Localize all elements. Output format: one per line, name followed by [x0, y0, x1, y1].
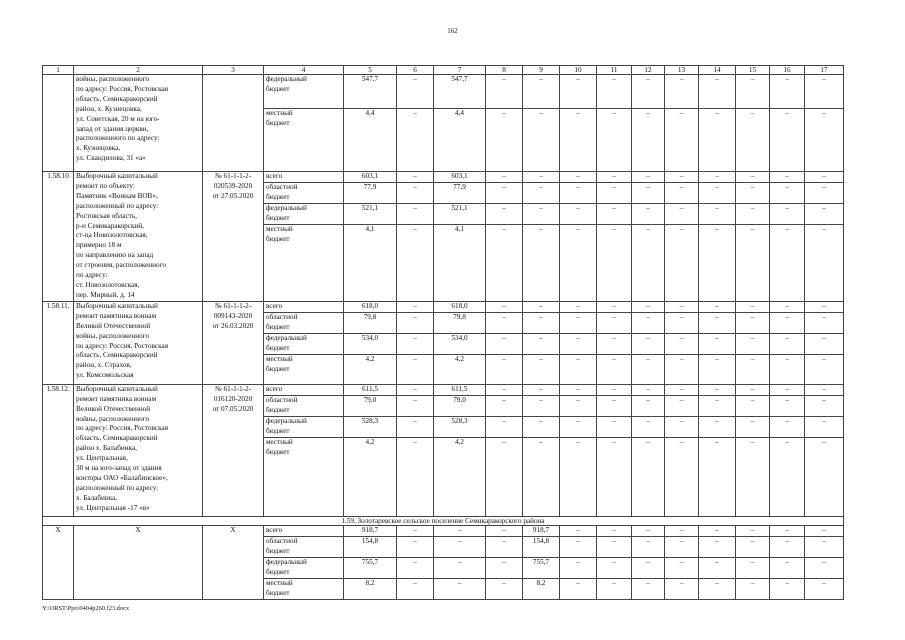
value-v7: 4,2: [434, 354, 486, 384]
value-col-17: –: [805, 312, 844, 333]
value-col-17: –: [805, 416, 844, 437]
value-col-13: –: [665, 203, 699, 224]
value-col-11: –: [597, 75, 632, 109]
value-col-15: –: [736, 354, 770, 384]
value-v7: 528,3: [434, 416, 486, 437]
value-col-14: –: [699, 75, 736, 109]
value-col-12: –: [632, 384, 665, 395]
value-col-12: –: [632, 109, 665, 172]
value-v6: –: [397, 312, 434, 333]
value-col-14: –: [699, 109, 736, 172]
column-number-1: 1: [43, 66, 74, 75]
table-row: [43, 525, 844, 536]
value-v6: –: [397, 182, 434, 203]
value-v5: 918,7: [344, 525, 397, 536]
value-v6: –: [397, 437, 434, 516]
value-col-15: –: [736, 437, 770, 516]
value-col-14: –: [699, 182, 736, 203]
value-col-12: –: [632, 75, 665, 109]
value-col-10: –: [560, 525, 597, 536]
value-col-16: –: [770, 525, 805, 536]
column-number-3: 3: [203, 66, 264, 75]
value-v6: –: [397, 578, 434, 599]
value-v5: 79,8: [344, 312, 397, 333]
value-col-14: –: [699, 354, 736, 384]
value-v7: 4,2: [434, 437, 486, 516]
value-col-15: –: [736, 75, 770, 109]
value-col-11: –: [597, 203, 632, 224]
value-v6: –: [397, 536, 434, 557]
value-v9: 755,7: [523, 557, 560, 578]
value-col-14: –: [699, 224, 736, 301]
funding-source: всего: [264, 172, 344, 183]
value-v9: –: [523, 312, 560, 333]
value-col-17: –: [805, 172, 844, 183]
value-v6: –: [397, 384, 434, 395]
item-number: [43, 75, 74, 172]
value-col-17: –: [805, 354, 844, 384]
value-col-16: –: [770, 354, 805, 384]
column-number-11: 11: [597, 66, 632, 75]
value-v8: –: [486, 312, 523, 333]
value-col-15: –: [736, 557, 770, 578]
value-col-12: –: [632, 182, 665, 203]
value-col-12: –: [632, 536, 665, 557]
value-v8: –: [486, 395, 523, 416]
value-col-10: –: [560, 395, 597, 416]
value-col-13: –: [665, 301, 699, 312]
value-v9: –: [523, 437, 560, 516]
value-col-12: –: [632, 172, 665, 183]
value-v9: –: [523, 395, 560, 416]
value-v7: 4,1: [434, 224, 486, 301]
value-col-12: –: [632, 333, 665, 354]
column-number-13: 13: [665, 66, 699, 75]
value-col-17: –: [805, 395, 844, 416]
value-v5: 79,0: [344, 395, 397, 416]
value-v9: –: [523, 301, 560, 312]
value-col-14: –: [699, 437, 736, 516]
value-col-14: –: [699, 172, 736, 183]
column-number-row: [43, 66, 844, 75]
value-col-12: –: [632, 301, 665, 312]
value-col-16: –: [770, 333, 805, 354]
value-v5: 528,3: [344, 416, 397, 437]
value-v8: –: [486, 75, 523, 109]
value-v6: –: [397, 557, 434, 578]
value-v8: –: [486, 536, 523, 557]
value-col-10: –: [560, 437, 597, 516]
value-col-11: –: [597, 578, 632, 599]
value-v9: –: [523, 333, 560, 354]
value-v8: –: [486, 416, 523, 437]
value-v5: 4,1: [344, 224, 397, 301]
value-col-13: –: [665, 312, 699, 333]
value-col-16: –: [770, 416, 805, 437]
value-v6: –: [397, 75, 434, 109]
value-col-14: –: [699, 312, 736, 333]
column-number-7: 7: [434, 66, 486, 75]
value-v7: 521,1: [434, 203, 486, 224]
value-col-14: –: [699, 416, 736, 437]
value-col-11: –: [597, 525, 632, 536]
value-col-11: –: [597, 395, 632, 416]
column-number-12: 12: [632, 66, 665, 75]
section-placeholder-x: Х: [203, 525, 264, 599]
value-col-11: –: [597, 301, 632, 312]
value-v7: –: [434, 536, 486, 557]
funding-source: местный бюджет: [264, 437, 344, 516]
value-col-16: –: [770, 536, 805, 557]
value-col-15: –: [736, 182, 770, 203]
value-v8: –: [486, 384, 523, 395]
value-col-16: –: [770, 301, 805, 312]
value-col-13: –: [665, 525, 699, 536]
funding-source: областной бюджет: [264, 182, 344, 203]
value-v5: 547,7: [344, 75, 397, 109]
funding-source: федеральный бюджет: [264, 333, 344, 354]
value-col-13: –: [665, 172, 699, 183]
value-v6: –: [397, 416, 434, 437]
funding-source: местный бюджет: [264, 109, 344, 172]
value-col-16: –: [770, 437, 805, 516]
value-col-11: –: [597, 437, 632, 516]
value-col-13: –: [665, 557, 699, 578]
value-v7: 79,8: [434, 312, 486, 333]
value-col-13: –: [665, 395, 699, 416]
funding-source: федеральный бюджет: [264, 75, 344, 109]
value-v7: 534,0: [434, 333, 486, 354]
value-col-15: –: [736, 224, 770, 301]
funding-source: всего: [264, 301, 344, 312]
value-col-10: –: [560, 75, 597, 109]
value-col-14: –: [699, 536, 736, 557]
value-col-14: –: [699, 395, 736, 416]
value-col-10: –: [560, 172, 597, 183]
value-col-11: –: [597, 384, 632, 395]
value-col-15: –: [736, 578, 770, 599]
value-v7: 4,4: [434, 109, 486, 172]
value-v8: –: [486, 224, 523, 301]
column-number-15: 15: [736, 66, 770, 75]
value-v8: –: [486, 354, 523, 384]
value-v7: 603,1: [434, 172, 486, 183]
value-col-15: –: [736, 384, 770, 395]
value-v8: –: [486, 203, 523, 224]
value-col-12: –: [632, 416, 665, 437]
value-col-13: –: [665, 416, 699, 437]
value-v9: –: [523, 203, 560, 224]
table-row: [43, 301, 844, 312]
value-col-10: –: [560, 312, 597, 333]
value-col-11: –: [597, 333, 632, 354]
value-col-10: –: [560, 109, 597, 172]
value-col-16: –: [770, 182, 805, 203]
column-number-2: 2: [74, 66, 203, 75]
value-col-14: –: [699, 384, 736, 395]
value-v5: 521,1: [344, 203, 397, 224]
value-col-16: –: [770, 172, 805, 183]
column-number-8: 8: [486, 66, 523, 75]
value-v5: 618,0: [344, 301, 397, 312]
value-col-13: –: [665, 182, 699, 203]
value-v8: –: [486, 437, 523, 516]
funding-source: областной бюджет: [264, 312, 344, 333]
value-col-15: –: [736, 536, 770, 557]
value-col-12: –: [632, 395, 665, 416]
value-v7: 618,0: [434, 301, 486, 312]
value-col-13: –: [665, 437, 699, 516]
value-v6: –: [397, 354, 434, 384]
value-v9: 918,7: [523, 525, 560, 536]
value-v9: –: [523, 182, 560, 203]
value-v9: –: [523, 172, 560, 183]
funding-source: местный бюджет: [264, 578, 344, 599]
value-col-16: –: [770, 224, 805, 301]
item-document: № 61-1-1-2- 016120-2020 от 07.05.2020: [203, 384, 264, 516]
value-v7: –: [434, 578, 486, 599]
value-col-16: –: [770, 75, 805, 109]
item-document: № 61-1-1-2- 009143-2020 от 26.03.2020: [203, 301, 264, 384]
value-v5: 77,9: [344, 182, 397, 203]
value-v5: 4,4: [344, 109, 397, 172]
value-col-13: –: [665, 354, 699, 384]
value-col-11: –: [597, 224, 632, 301]
value-col-17: –: [805, 437, 844, 516]
value-col-16: –: [770, 395, 805, 416]
value-col-11: –: [597, 354, 632, 384]
value-col-17: –: [805, 525, 844, 536]
table-row: [43, 172, 844, 183]
value-v8: –: [486, 525, 523, 536]
funding-source: федеральный бюджет: [264, 416, 344, 437]
value-v7: 611,5: [434, 384, 486, 395]
value-col-11: –: [597, 557, 632, 578]
item-number: 1.58.10: [43, 172, 74, 302]
value-col-11: –: [597, 312, 632, 333]
section-title: 1.59. Золотаревское сельское поселение Семикаракорского района: [43, 516, 844, 525]
funding-source: федеральный бюджет: [264, 557, 344, 578]
value-col-15: –: [736, 333, 770, 354]
column-number-9: 9: [523, 66, 560, 75]
value-v8: –: [486, 182, 523, 203]
value-col-16: –: [770, 203, 805, 224]
column-number-17: 17: [805, 66, 844, 75]
value-col-17: –: [805, 384, 844, 395]
value-col-15: –: [736, 525, 770, 536]
value-v6: –: [397, 525, 434, 536]
value-v8: –: [486, 109, 523, 172]
funding-source: федеральный бюджет: [264, 203, 344, 224]
value-col-13: –: [665, 578, 699, 599]
value-col-14: –: [699, 333, 736, 354]
value-v9: –: [523, 416, 560, 437]
value-col-10: –: [560, 557, 597, 578]
value-col-10: –: [560, 354, 597, 384]
value-col-10: –: [560, 182, 597, 203]
value-col-14: –: [699, 525, 736, 536]
value-col-13: –: [665, 224, 699, 301]
value-v6: –: [397, 301, 434, 312]
value-v7: 547,7: [434, 75, 486, 109]
program-table: [42, 65, 844, 600]
value-col-14: –: [699, 301, 736, 312]
funding-source: всего: [264, 384, 344, 395]
value-v9: –: [523, 75, 560, 109]
value-col-12: –: [632, 578, 665, 599]
value-v8: –: [486, 301, 523, 312]
value-col-16: –: [770, 557, 805, 578]
value-col-17: –: [805, 578, 844, 599]
value-col-17: –: [805, 224, 844, 301]
value-v5: 534,0: [344, 333, 397, 354]
funding-source: местный бюджет: [264, 354, 344, 384]
value-col-14: –: [699, 578, 736, 599]
value-col-17: –: [805, 333, 844, 354]
value-v6: –: [397, 224, 434, 301]
value-v8: –: [486, 333, 523, 354]
value-v7: 77,9: [434, 182, 486, 203]
value-v5: 8,2: [344, 578, 397, 599]
column-number-16: 16: [770, 66, 805, 75]
funding-source: местный бюджет: [264, 224, 344, 301]
item-name: Выборочный капитальный ремонт по объекту: Памятник «Воинам ВОВ», расположенный по адресу: Ростовская область, р-н Семикаракорский, ст-ца Новозолотовская, примерно 18 м по направлению на запад от строения, расположенного по адресу: ст. Новозолотовская, пер. Мирный, д. 14: [74, 172, 203, 302]
column-number-10: 10: [560, 66, 597, 75]
value-col-15: –: [736, 312, 770, 333]
value-col-15: –: [736, 172, 770, 183]
item-document: № 61-1-1-2- 020539-2020 от 27.05.2020: [203, 172, 264, 302]
value-col-17: –: [805, 557, 844, 578]
value-v9: –: [523, 384, 560, 395]
value-col-17: –: [805, 203, 844, 224]
value-col-12: –: [632, 312, 665, 333]
value-col-10: –: [560, 536, 597, 557]
value-v5: 603,1: [344, 172, 397, 183]
value-v9: 154,8: [523, 536, 560, 557]
value-v6: –: [397, 333, 434, 354]
value-col-16: –: [770, 312, 805, 333]
value-col-15: –: [736, 301, 770, 312]
value-v9: 8,2: [523, 578, 560, 599]
value-col-14: –: [699, 557, 736, 578]
value-col-12: –: [632, 525, 665, 536]
value-col-16: –: [770, 109, 805, 172]
value-col-15: –: [736, 203, 770, 224]
value-col-13: –: [665, 75, 699, 109]
file-path-footer: Y:\ORST\Ppo\0404p260.f23.docx: [42, 605, 130, 612]
item-name: Выборочный капитальный ремонт памятника воинам Великой Отечественной войны, расположенного по адресу: Россия, Ростовская область, Семикаракорский район х. Балабинка, ул. Центральная, 30 м на юго-запад от здания конторы ОАО «Балабинское», расположенный по адресу: х. Балабинка, ул. Центральная -17 «в»: [74, 384, 203, 516]
value-v8: –: [486, 578, 523, 599]
page-number: 162: [447, 27, 458, 35]
column-number-14: 14: [699, 66, 736, 75]
value-col-15: –: [736, 109, 770, 172]
column-number-4: 4: [264, 66, 344, 75]
value-col-17: –: [805, 75, 844, 109]
value-col-11: –: [597, 182, 632, 203]
value-col-16: –: [770, 578, 805, 599]
value-v5: 4,2: [344, 437, 397, 516]
value-col-11: –: [597, 172, 632, 183]
value-col-10: –: [560, 301, 597, 312]
value-v9: –: [523, 224, 560, 301]
column-number-6: 6: [397, 66, 434, 75]
value-col-11: –: [597, 416, 632, 437]
value-col-10: –: [560, 384, 597, 395]
value-col-10: –: [560, 416, 597, 437]
value-col-13: –: [665, 384, 699, 395]
section-row: [43, 516, 844, 525]
value-v5: 4,2: [344, 354, 397, 384]
value-col-17: –: [805, 109, 844, 172]
value-col-12: –: [632, 437, 665, 516]
section-placeholder-x: Х: [43, 525, 74, 599]
column-number-5: 5: [344, 66, 397, 75]
value-v7: –: [434, 557, 486, 578]
value-v9: –: [523, 354, 560, 384]
value-col-17: –: [805, 182, 844, 203]
value-col-12: –: [632, 203, 665, 224]
value-col-15: –: [736, 395, 770, 416]
value-v7: –: [434, 525, 486, 536]
value-v6: –: [397, 172, 434, 183]
value-col-16: –: [770, 384, 805, 395]
table-body: [43, 66, 844, 600]
item-name: войны, расположенного по адресу: Россия, Ростовская область, Семикаракорский район, х. Кузнецовка, ул. Советская, 20 м на юго- запад от здания церкви, расположенного по адресу: х. Кузнецовка, ул. Скандилова, 31 «а»: [74, 75, 203, 172]
item-number: 1.58.12.: [43, 384, 74, 516]
value-col-10: –: [560, 578, 597, 599]
value-v7: 79,0: [434, 395, 486, 416]
value-col-15: –: [736, 416, 770, 437]
table-row: [43, 75, 844, 109]
section-placeholder-x: Х: [74, 525, 203, 599]
table-row: [43, 384, 844, 395]
value-v6: –: [397, 203, 434, 224]
value-v8: –: [486, 557, 523, 578]
item-name: Выборочный капитальный ремонт памятника воинам Великой Отечественной войны, расположенного по адресу: Россия, Ростовская область, Семикаракорский район, х. Страхов, ул. Комсомольская: [74, 301, 203, 384]
value-v6: –: [397, 395, 434, 416]
value-col-11: –: [597, 109, 632, 172]
value-v9: –: [523, 109, 560, 172]
value-col-10: –: [560, 203, 597, 224]
value-col-12: –: [632, 224, 665, 301]
value-col-13: –: [665, 109, 699, 172]
item-document: [203, 75, 264, 172]
value-v5: 154,8: [344, 536, 397, 557]
funding-source: всего: [264, 525, 344, 536]
value-col-12: –: [632, 354, 665, 384]
item-number: 1.58.11.: [43, 301, 74, 384]
value-col-10: –: [560, 224, 597, 301]
value-v6: –: [397, 109, 434, 172]
funding-source: областной бюджет: [264, 395, 344, 416]
value-col-14: –: [699, 203, 736, 224]
value-v5: 611,5: [344, 384, 397, 395]
value-col-17: –: [805, 536, 844, 557]
value-col-13: –: [665, 333, 699, 354]
value-col-13: –: [665, 536, 699, 557]
value-col-11: –: [597, 536, 632, 557]
value-v8: –: [486, 172, 523, 183]
value-col-17: –: [805, 301, 844, 312]
value-col-10: –: [560, 333, 597, 354]
value-col-12: –: [632, 557, 665, 578]
value-v5: 755,7: [344, 557, 397, 578]
funding-source: областной бюджет: [264, 536, 344, 557]
